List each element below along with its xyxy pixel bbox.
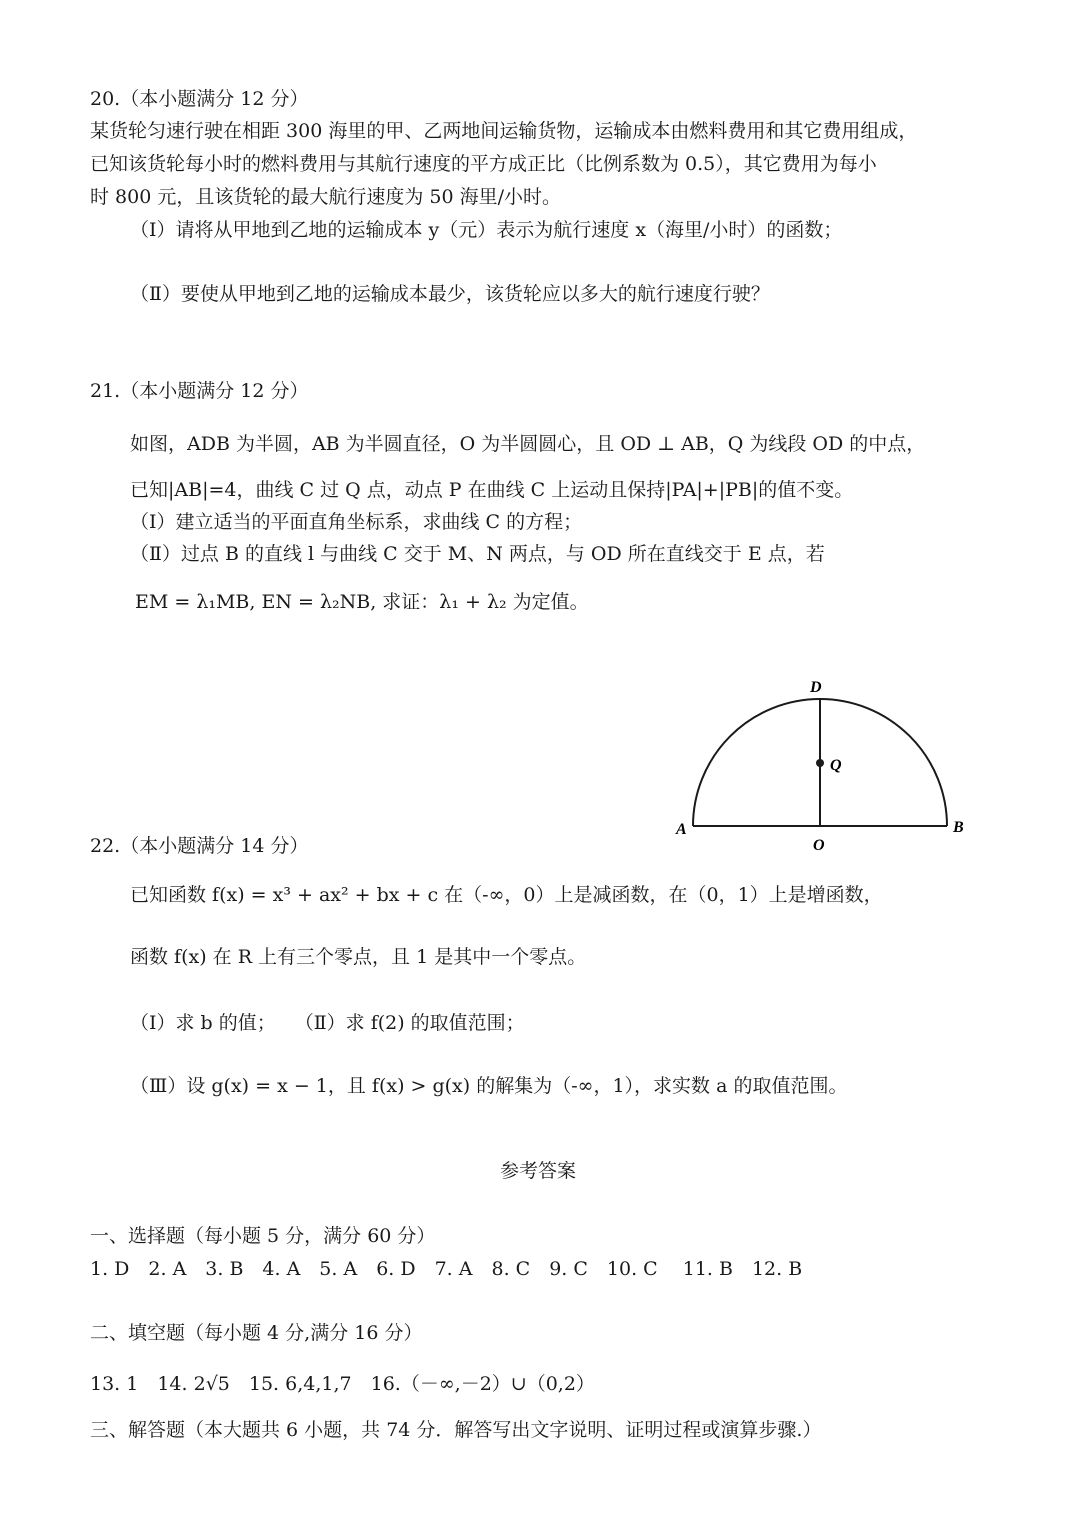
q20-part-1: （Ⅰ）请将从甲地到乙地的运输成本 y（元）表示为航行速度 x（海里/小时）的函数； — [130, 219, 843, 241]
q22-paragraph-line-2: 函数 f(x) 在 R 上有三个零点，且 1 是其中一个零点。 — [130, 946, 587, 968]
label-a: A — [676, 821, 687, 838]
q21-paragraph-line-1: 如图，ADB 为半圆，AB 为半圆直径，O 为半圆圆心，且 OD ⊥ AB，Q 为线段 OD 的中点， — [130, 433, 926, 455]
label-b: B — [953, 819, 964, 836]
label-d: D — [810, 679, 822, 696]
q21-part-2: （Ⅱ）过点 B 的直线 l 与曲线 C 交于 M、N 两点，与 OD 所在直线交于 E 点，若 — [130, 543, 825, 565]
q21-part-1: （Ⅰ）建立适当的平面直角坐标系，求曲线 C 的方程； — [130, 511, 583, 533]
answers-section-2-header: 二、填空题（每小题 4 分,满分 16 分） — [90, 1322, 423, 1344]
q20-paragraph-line-2: 已知该货轮每小时的燃料费用与其航行速度的平方成正比（比例系数为 0.5），其它费用为每小 — [90, 153, 877, 175]
q20-paragraph-line-1: 某货轮匀速行驶在相距 300 海里的甲、乙两地间运输货物，运输成本由燃料费用和其它费用组成， — [90, 120, 918, 142]
label-q: Q — [830, 757, 842, 774]
answers-section-1-header: 一、选择题（每小题 5 分，满分 60 分） — [90, 1225, 436, 1247]
q20-part-2: （Ⅱ）要使从甲地到乙地的运输成本最少，该货轮应以多大的航行速度行驶？ — [130, 283, 770, 305]
semicircle-diagram — [668, 672, 988, 862]
answers-section-1-items: 1. D 2. A 3. B 4. A 5. A 6. D 7. A 8. C 9. C 10. C 11. B 12. B — [90, 1258, 803, 1280]
label-o: O — [813, 837, 825, 854]
answers-section-2-items: 13. 1 14. 2√5 15. 6,4,1,7 16.（－∞,－2）∪（0,2） — [90, 1373, 595, 1395]
semicircle-figure — [668, 672, 988, 862]
q22-paragraph-line-1: 已知函数 f(x) = x³ + ax² + bx + c 在（-∞，0）上是减函数，在（0，1）上是增函数， — [130, 884, 883, 906]
q21-part-2-formula: EM = λ₁MB, EN = λ₂NB, 求证：λ₁ + λ₂ 为定值。 — [135, 591, 589, 613]
answers-section-3-header: 三、解答题（本大题共 6 小题，共 74 分．解答写出文字说明、证明过程或演算步骤.） — [90, 1419, 822, 1441]
answers-title: 参考答案 — [500, 1160, 577, 1182]
q20-paragraph-line-3: 时 800 元，且该货轮的最大航行速度为 50 海里/小时。 — [90, 186, 562, 208]
q21-header: 21.（本小题满分 12 分） — [90, 380, 309, 402]
q20-header: 20.（本小题满分 12 分） — [90, 88, 309, 110]
q22-part-1-2: （Ⅰ）求 b 的值； （Ⅱ）求 f(2) 的取值范围； — [130, 1012, 525, 1034]
q22-part-3: （Ⅲ）设 g(x) = x − 1，且 f(x) > g(x) 的解集为（-∞，1），求实数 a 的取值范围。 — [130, 1075, 848, 1097]
q22-header: 22.（本小题满分 14 分） — [90, 835, 309, 857]
q21-paragraph-line-2: 已知|AB|=4，曲线 C 过 Q 点，动点 P 在曲线 C 上运动且保持|PA|+|PB|的值不变。 — [130, 479, 854, 501]
point-q — [816, 759, 824, 767]
